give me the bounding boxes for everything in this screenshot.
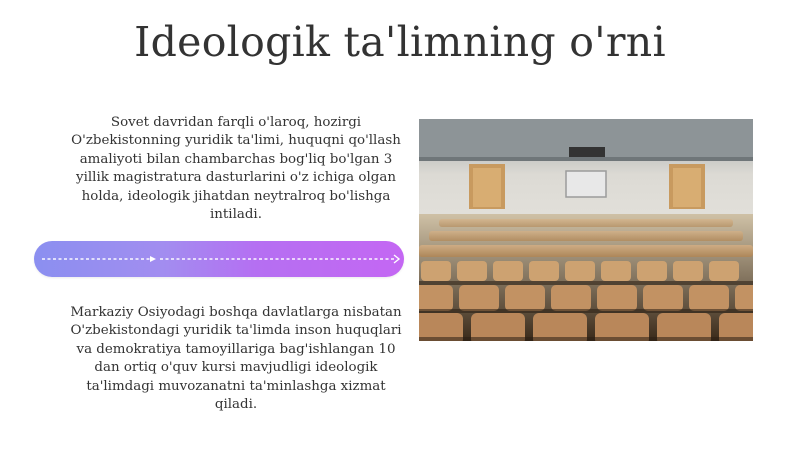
arrow-right-icon xyxy=(150,256,156,262)
slide-title: Ideologik ta'limning o'rni xyxy=(134,18,666,66)
paragraph-1: Sovet davridan farqli o'laroq, hozirgi O'zbekistonning yuridik ta'limi, huquqni qo'llash amaliyoti bilan chambarchas bog'liq bo'lgan 3 yillik magistratura dasturlarini o'z ichiga olgan holda, ideologik jihatdan neytralroq bo'lishga intiladi. xyxy=(71,115,401,223)
paragraph-2: Markaziy Osiyodagi boshqa davlatlarga nisbatan O'zbekistondagi yuridik ta'limda inson huquqlari va demokratiya tamoyillariga bag'ishlangan 10 dan ortiq o'quv kursi mavjudligi ideologik ta'limdagi muvozanatni ta'minlashga xizmat qiladi. xyxy=(70,305,402,413)
lecture-hall-illustration xyxy=(419,119,753,341)
lecture-hall-photo xyxy=(419,119,753,341)
timeline-dashed-line xyxy=(34,241,404,277)
chevron-right-icon xyxy=(394,255,399,263)
timeline-bar xyxy=(34,241,404,277)
